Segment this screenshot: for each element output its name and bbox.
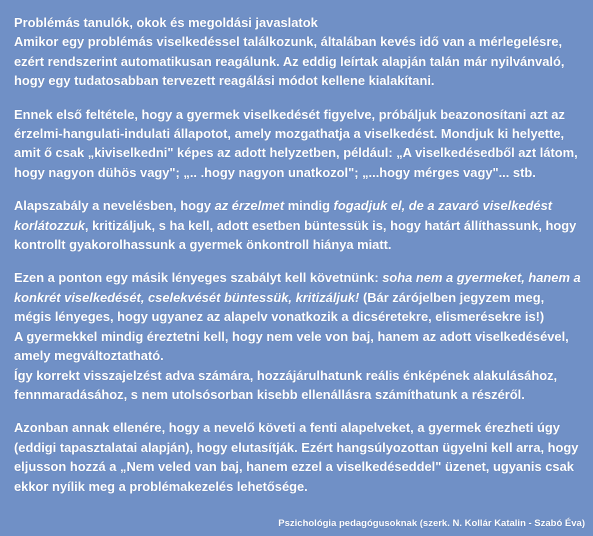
paragraph-basic-rule	[14, 196, 583, 254]
document-title: Problémás tanulók, okok és megoldási javaslatok	[14, 15, 318, 30]
source-citation: Pszichológia pedagógusoknak (szerk. N. Kollár Katalin - Szabó Éva)	[278, 518, 585, 529]
paragraph-second-rule	[14, 268, 583, 404]
second-rule-text-1: Ezen a ponton egy másik lényeges szabályt kell követnünk:	[14, 270, 383, 286]
basic-rule-emphasis-1: az érzelmet	[214, 198, 285, 214]
basic-rule-text-1: Alapszabály a nevelésben, hogy	[14, 198, 215, 214]
second-rule-text-2: (Bár zárójelben jegyzem meg, mégis lényeges, hogy ugyanez az alapelv vonatkozik a dicséretekre, elismerésekre is!)	[14, 289, 545, 325]
second-rule-emphasis: soha nem a gyermeket, hanem a konkrét viselkedését, cselekvését büntessük, kritizáljuk!	[14, 270, 581, 305]
basic-rule-emphasis-2: fogadjuk el, de a zavaró viselkedést korlátozzuk	[14, 198, 553, 233]
basic-rule-text-3: , kritizáljuk, s ha kell, adott esetben büntessük is, hogy határt állíthassunk, hogy kontrollt gyakorolhassunk a gyermek önkontroll hiánya miatt.	[14, 217, 577, 253]
paragraph-first-condition: Ennek első feltétele, hogy a gyermek viselkedését figyelve, próbáljuk beazonosítani azt az érzelmi-hangulati-indulati állapotot, amely mozgathatja a viselkedést. Mondjuk ki helyette, amit ő csak „kiviselkedni" képes az adott helyzetben, például: „A viselkedésedből azt látom, hogy nagyon dühös vagy"; „.. .hogy nagyon unatkozol"; „...hogy mérges vagy"... stb.	[14, 106, 578, 180]
basic-rule-text-2: mindig	[284, 198, 334, 214]
paragraph-intro	[14, 13, 583, 91]
second-rule-line-2: A gyermekkel mindig éreztetni kell, hogy nem vele von baj, hanem az adott viselkedésével, amely megváltoztatható.	[14, 328, 569, 364]
second-rule-line-3: Így korrekt visszajelzést adva számára, hozzájárulhatunk reális énképének alakulásához, fennmaradásához, s nem utolsósorban kisebb ellenállásra számíthatunk a részéről.	[14, 367, 558, 402]
paragraph-intro-text: Amikor egy problémás viselkedéssel találkozunk, általában kevés idő van a mérlegelésre, ezért rendszerint automatikusan reagálunk. Az eddig leírtak alapján talán már nyilvánvaló, hogy egy tudatosabban tervezett reagálási módot kellene kialakítani.	[14, 34, 565, 89]
paragraph-conclusion: Azonban annak ellenére, hogy a nevelő követi a fenti alapelveket, a gyermek érezheti úgy (eddigi tapasztalatai alapján), hogy elutasítják. Ezért hangsúlyozottan ügyelni kell arra, hogy eljusson hozzá a „Nem veled van baj, hanem ezzel a viselkedéseddel" üzenet, ugyanis csak ekkor nyílik meg a problémakezelés lehetősége.	[14, 420, 579, 494]
